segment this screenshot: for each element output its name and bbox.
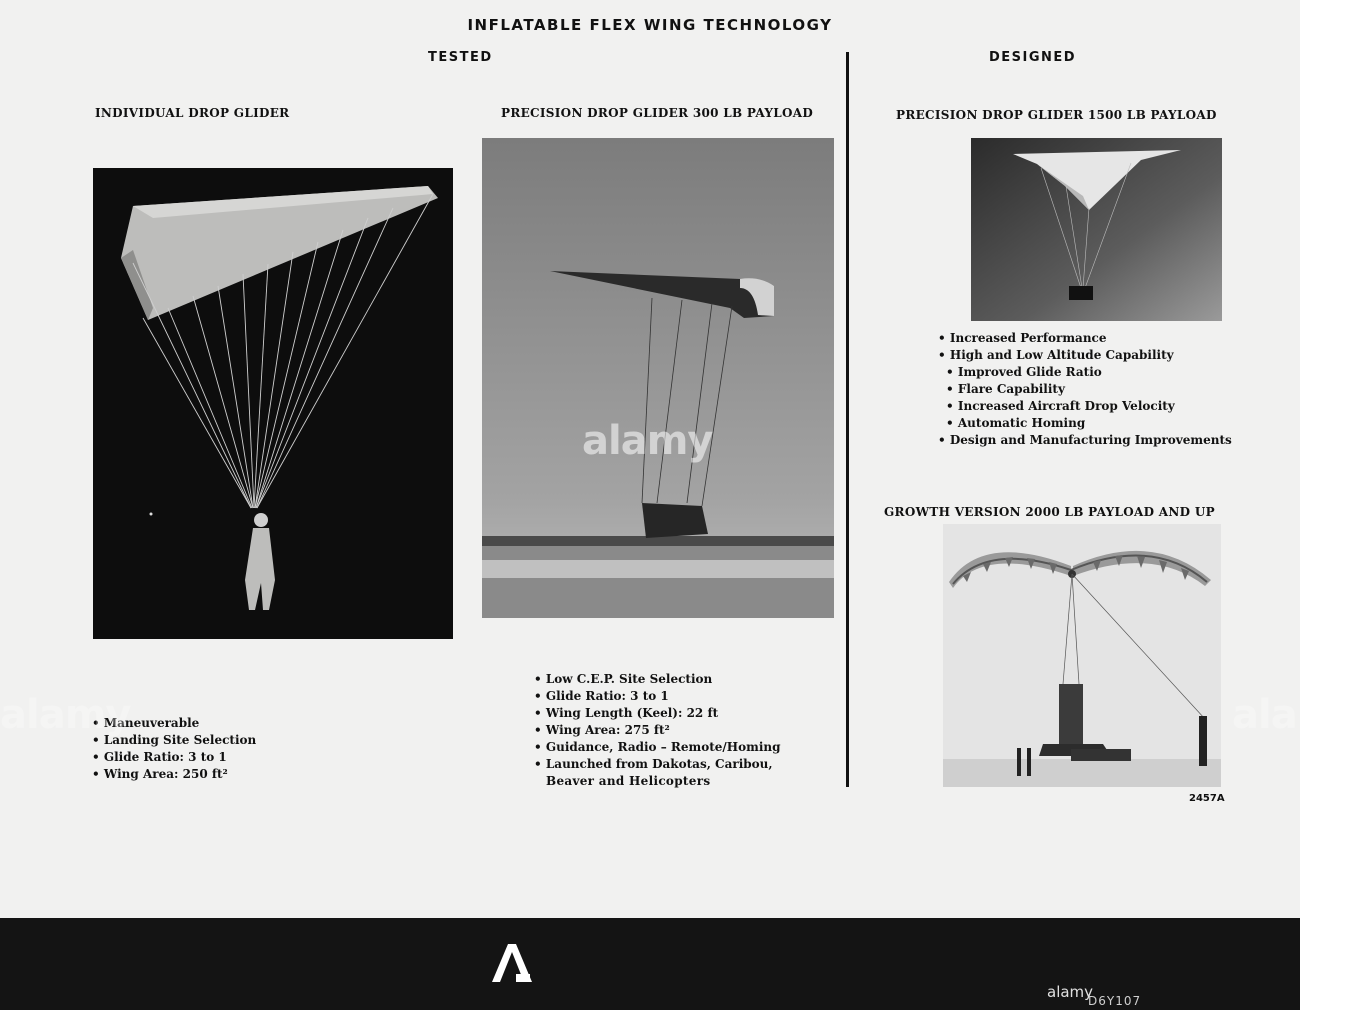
- precision-1500-specs: [938, 330, 1232, 449]
- column-divider: [846, 52, 849, 787]
- figure-number: 2457A: [1189, 793, 1225, 804]
- growth-version-caption: GROWTH VERSION 2000 LB PAYLOAD AND UP: [884, 505, 1215, 519]
- individual-glider-photo: [93, 168, 453, 639]
- precision-1500-caption: PRECISION DROP GLIDER 1500 LB PAYLOAD: [896, 108, 1217, 122]
- precision-300-photo: [482, 138, 834, 618]
- spec-item: • Maneuverable: [92, 715, 256, 732]
- spec-item: • Low C.E.P. Site Selection: [534, 671, 781, 688]
- spec-item: • Guidance, Radio – Remote/Homing: [534, 739, 781, 756]
- spec-item: • Launched from Dakotas, Caribou,: [534, 756, 781, 773]
- precision-300-caption: PRECISION DROP GLIDER 300 LB PAYLOAD: [501, 106, 814, 120]
- spec-item: • Increased Performance: [938, 330, 1232, 347]
- watermark-overlay: alamy: [582, 418, 713, 464]
- precision-1500-photo: [971, 138, 1222, 321]
- growth-version-photo: [943, 524, 1221, 787]
- designed-header: DESIGNED: [989, 50, 1077, 65]
- spec-item: • Wing Area: 250 ft²: [92, 766, 256, 783]
- spec-item: • Wing Length (Keel): 22 ft: [534, 705, 781, 722]
- individual-glider-caption: INDIVIDUAL DROP GLIDER: [95, 106, 290, 120]
- spec-continuation: Beaver and Helicopters: [546, 774, 711, 788]
- stock-image-id: D6Y107: [1088, 994, 1142, 1008]
- spec-sub-item: • Flare Capability: [938, 381, 1232, 398]
- tested-header: TESTED: [428, 50, 493, 65]
- spec-sub-item: • Increased Aircraft Drop Velocity: [938, 398, 1232, 415]
- spec-item: • Landing Site Selection: [92, 732, 256, 749]
- spec-item: • Design and Manufacturing Improvements: [938, 432, 1232, 449]
- spec-item: • High and Low Altitude Capability: [938, 347, 1232, 364]
- spec-sub-item: • Improved Glide Ratio: [938, 364, 1232, 381]
- watermark-right: alamy: [1232, 692, 1362, 738]
- spec-sub-item: • Automatic Homing: [938, 415, 1232, 432]
- stock-logo-icon: [486, 938, 566, 988]
- spec-item: • Glide Ratio: 3 to 1: [92, 749, 256, 766]
- spec-item: • Glide Ratio: 3 to 1: [534, 688, 781, 705]
- stock-brand-name: alamy: [1047, 983, 1094, 1001]
- spec-item: • Wing Area: 275 ft²: [534, 722, 781, 739]
- watermark-left: alamy: [0, 692, 131, 738]
- precision-300-specs: [534, 671, 781, 773]
- page-title: INFLATABLE FLEX WING TECHNOLOGY: [467, 16, 833, 34]
